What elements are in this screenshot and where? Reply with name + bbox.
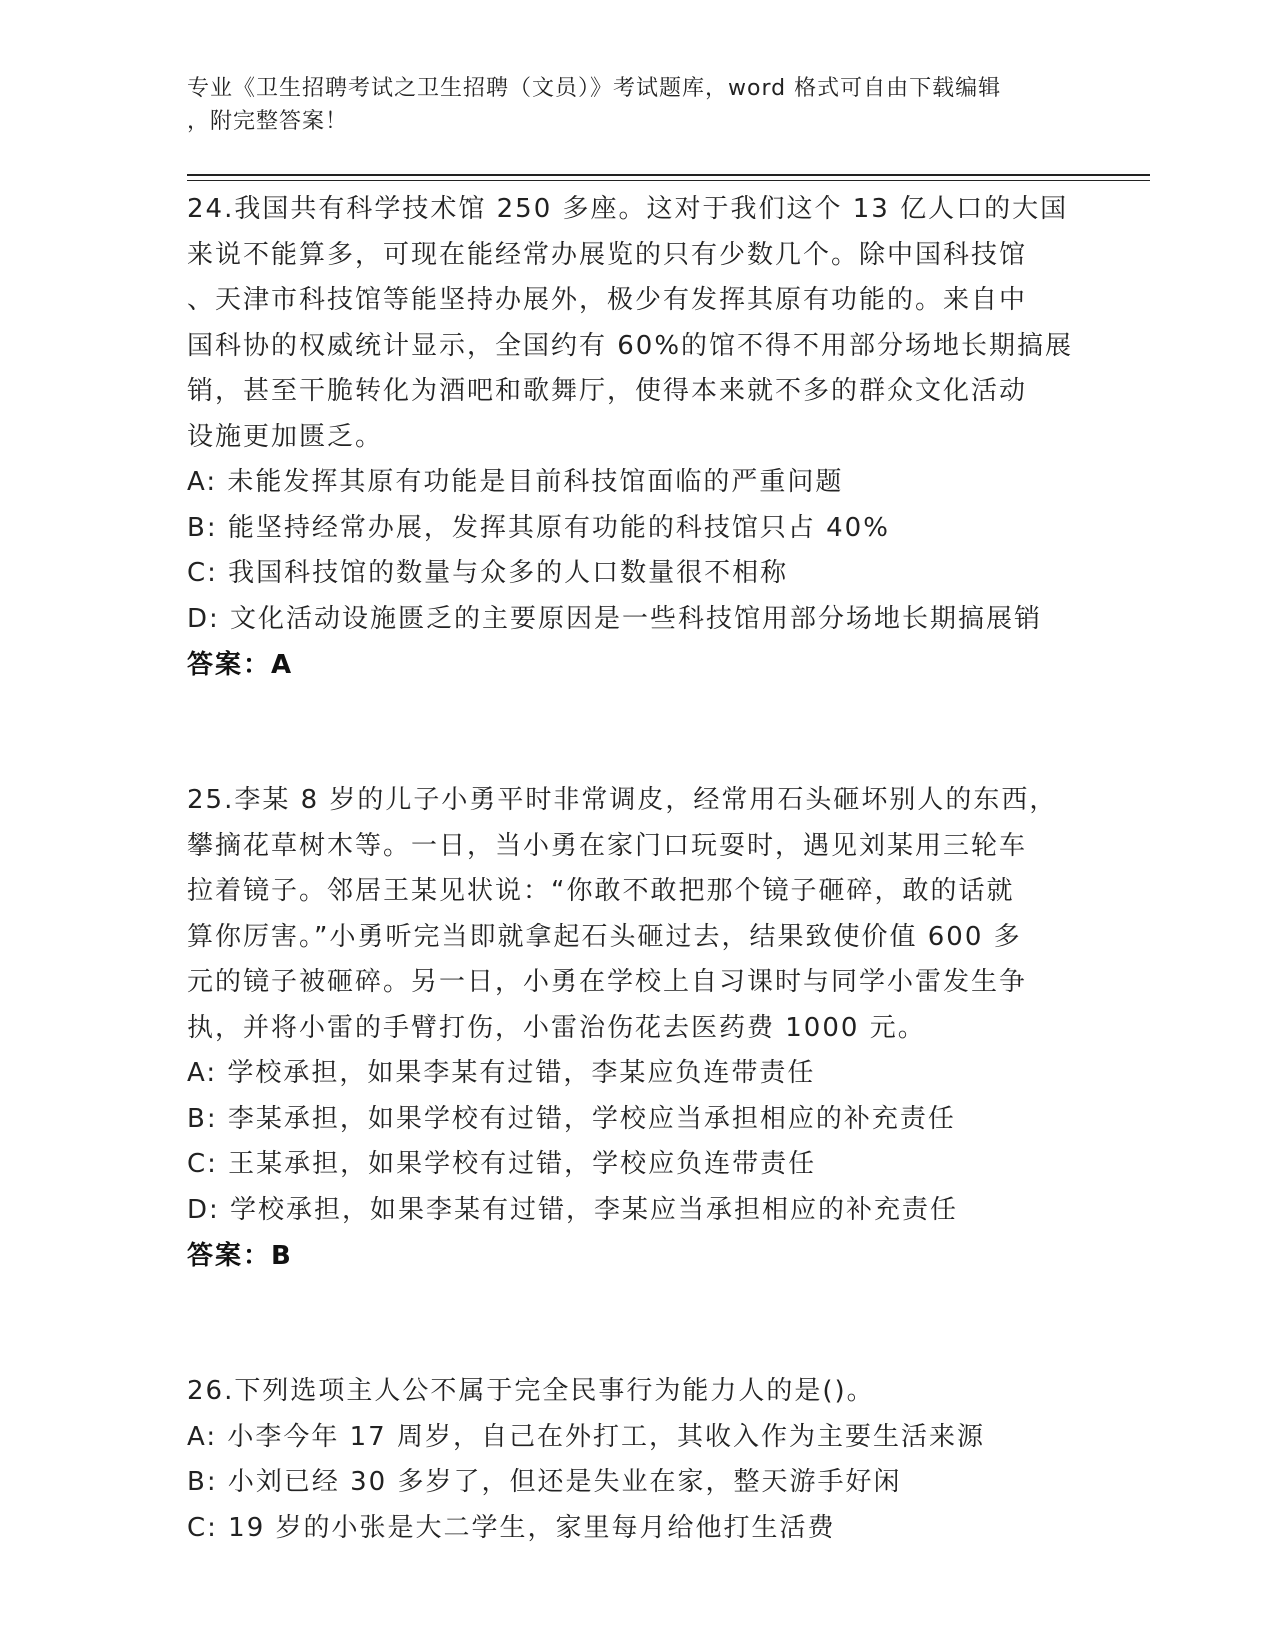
question-list [187, 187, 1087, 1551]
option-d: D: 学校承担，如果李某有过错，李某应当承担相应的补充责任 [187, 1194, 959, 1225]
option-a: A: 未能发挥其原有功能是目前科技馆面临的严重问题 [187, 467, 844, 497]
question-spacer [187, 1279, 1087, 1369]
option-c: C: 19 岁的小张是大二学生，家里每月给他打生活费 [187, 1512, 836, 1543]
option-b: B: 李某承担，如果学校有过错，学校应当承担相应的补充责任 [187, 1103, 956, 1134]
header-divider-thin [187, 180, 1150, 181]
stem-line: 算你厉害。”小勇听完当即就拿起石头砸过去，结果致使价值 600 多 [187, 921, 1022, 952]
question-stem [187, 187, 1087, 460]
answer-label: 答案：A [187, 650, 294, 680]
stem-line: 设施更加匮乏。 [187, 421, 384, 452]
stem-line: 销，甚至干脆转化为酒吧和歌舞厅，使得本来就不多的群众文化活动 [187, 376, 1028, 406]
question-26 [187, 1369, 1087, 1551]
document-header [187, 72, 1087, 138]
stem-line: 攀摘花草树木等。一日，当小勇在家门口玩耍时，遇见刘某用三轮车 [187, 830, 1028, 861]
stem-line: 25.李某 8 岁的儿子小勇平时非常调皮，经常用石头砸坏别人的东西， [187, 785, 1058, 815]
option-a: A: 学校承担，如果李某有过错，李某应负连带责任 [187, 1058, 816, 1088]
option-c: C: 我国科技馆的数量与众多的人口数量很不相称 [187, 558, 789, 588]
option-a: A: 小李今年 17 周岁，自己在外打工，其收入作为主要生活来源 [187, 1421, 985, 1452]
question-25 [187, 778, 1087, 1279]
question-stem [187, 1369, 1087, 1415]
question-24 [187, 187, 1087, 688]
stem-line: 元的镜子被砸碎。另一日，小勇在学校上自习课时与同学小雷发生争 [187, 967, 1028, 997]
stem-line: 拉着镜子。邻居王某见状说：“你敢不敢把那个镜子砸碎，敢的话就 [187, 876, 1015, 906]
question-stem [187, 778, 1087, 1051]
header-divider-thick [187, 174, 1150, 176]
option-c: C: 王某承担，如果学校有过错，学校应负连带责任 [187, 1149, 817, 1179]
answer-label: 答案：B [187, 1241, 293, 1271]
stem-line: 国科协的权威统计显示，全国约有 60%的馆不得不用部分场地长期搞展 [187, 330, 1074, 361]
stem-line: 24.我国共有科学技术馆 250 多座。这对于我们这个 13 亿人口的大国 [187, 194, 1069, 224]
header-line-2: ，附完整答案！ [187, 109, 349, 134]
header-line-1: 专业《卫生招聘考试之卫生招聘（文员）》考试题库，word 格式可自由下载编辑 [187, 76, 1002, 101]
question-spacer [187, 688, 1087, 778]
stem-line: 26.下列选项主人公不属于完全民事行为能力人的是()。 [187, 1376, 875, 1406]
stem-line: 来说不能算多，可现在能经常办展览的只有少数几个。除中国科技馆 [187, 239, 1028, 270]
option-b: B: 小刘已经 30 多岁了，但还是失业在家，整天游手好闲 [187, 1467, 902, 1497]
option-d: D: 文化活动设施匮乏的主要原因是一些科技馆用部分场地长期搞展销 [187, 603, 1043, 634]
option-b: B: 能坚持经常办展，发挥其原有功能的科技馆只占 40% [187, 512, 890, 543]
stem-line: 执，并将小雷的手臂打伤，小雷治伤花去医药费 1000 元。 [187, 1012, 926, 1043]
stem-line: 、天津市科技馆等能坚持办展外，极少有发挥其原有功能的。来自中 [187, 285, 1028, 315]
